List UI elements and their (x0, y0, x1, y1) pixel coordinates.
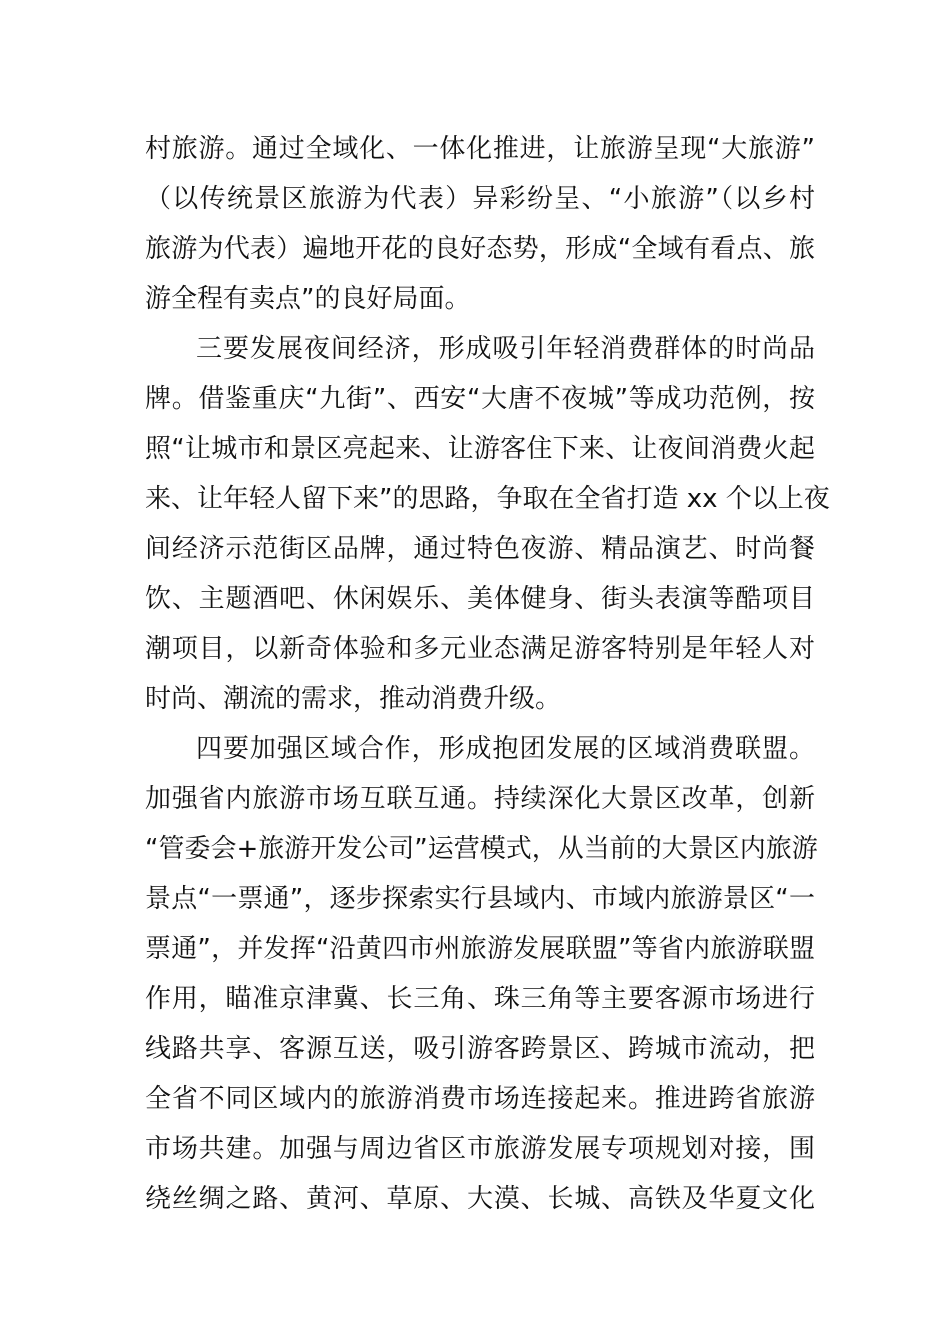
text-line: 线路共享、客源互送，吸引游客跨景区、跨城市流动，把 (145, 1034, 815, 1064)
text-line: 游全程有卖点”的良好局面。 (145, 284, 471, 314)
text-line: 票通”，并发挥“沿黄四市州旅游发展联盟”等省内旅游联盟 (145, 934, 815, 964)
paragraph-first-line: 三要发展夜间经济，形成吸引年轻消费群体的时尚品 (196, 334, 815, 364)
text-line: 来、让年轻人留下来”的思路，争取在全省打造 xx 个以上夜 (145, 484, 830, 514)
text-line: “管委会+旅游开发公司”运营模式，从当前的大景区内旅游 (145, 834, 818, 864)
text-line: 时尚、潮流的需求，推动消费升级。 (145, 684, 562, 714)
text-line: 作用，瞄准京津冀、长三角、珠三角等主要客源市场进行 (145, 984, 815, 1014)
text-line: 市场共建。加强与周边省区市旅游发展专项规划对接，围 (145, 1134, 815, 1164)
paragraph-first-line: 四要加强区域合作，形成抱团发展的区域消费联盟。 (196, 734, 815, 764)
text-line: 间经济示范街区品牌，通过特色夜游、精品演艺、时尚餐 (145, 534, 815, 564)
text-line: 绕丝绸之路、黄河、草原、大漠、长城、高铁及华夏文化 (145, 1184, 815, 1214)
text-line: 潮项目，以新奇体验和多元业态满足游客特别是年轻人对 (145, 634, 815, 664)
text-line: 照“让城市和景区亮起来、让游客住下来、让夜间消费火起 (145, 434, 815, 464)
text-line: 牌。借鉴重庆“九街”、西安“大唐不夜城”等成功范例，按 (145, 384, 815, 414)
text-line: 旅游为代表）遍地开花的良好态势，形成“全域有看点、旅 (145, 234, 815, 264)
text-line: 村旅游。通过全域化、一体化推进，让旅游呈现“大旅游” (145, 134, 815, 164)
text-line: 饮、主题酒吧、休闲娱乐、美体健身、街头表演等酷项目 (145, 584, 815, 614)
text-line: 加强省内旅游市场互联互通。持续深化大景区改革，创新 (145, 784, 815, 814)
text-line: 全省不同区域内的旅游消费市场连接起来。推进跨省旅游 (145, 1084, 815, 1114)
text-line: （以传统景区旅游为代表）异彩纷呈、“小旅游”（以乡村 (145, 184, 815, 214)
text-line: 景点“一票通”，逐步探索实行县域内、市域内旅游景区“一 (145, 884, 815, 914)
